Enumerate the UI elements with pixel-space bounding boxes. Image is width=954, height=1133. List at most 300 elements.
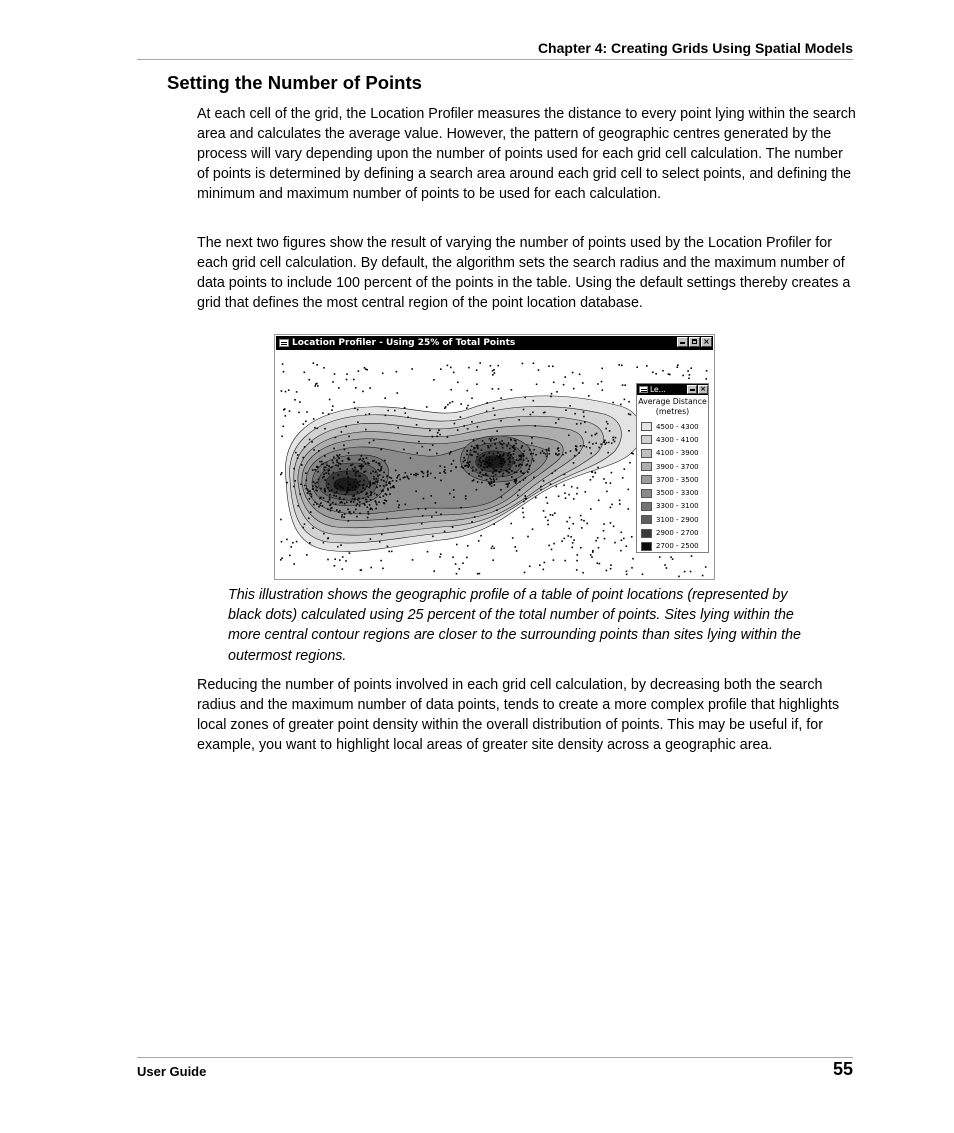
point-dot <box>281 436 283 438</box>
point-dot <box>288 389 290 391</box>
point-dot <box>422 471 424 473</box>
point-dot <box>436 512 438 514</box>
point-dot <box>583 520 585 522</box>
point-dot <box>561 540 563 542</box>
point-dot <box>453 489 455 491</box>
point-dot <box>590 479 592 481</box>
point-dot <box>366 369 368 371</box>
point-dot <box>508 482 510 484</box>
point-dot <box>468 466 470 468</box>
point-dot <box>427 474 429 476</box>
point-dot <box>501 463 503 465</box>
point-dot <box>392 480 394 482</box>
point-dot <box>429 430 431 432</box>
point-dot <box>621 532 623 534</box>
point-dot <box>334 373 336 375</box>
point-dot <box>481 469 483 471</box>
point-dot <box>499 441 501 443</box>
point-dot <box>370 567 372 569</box>
point-dot <box>496 478 498 480</box>
point-dot <box>619 503 621 505</box>
point-dot <box>513 453 515 455</box>
point-dot <box>509 457 511 459</box>
point-dot <box>348 511 350 513</box>
point-dot <box>548 545 550 547</box>
point-dot <box>340 463 342 465</box>
point-dot <box>444 531 446 533</box>
point-dot <box>678 576 680 578</box>
point-dot <box>376 494 378 496</box>
point-dot <box>341 514 343 516</box>
point-dot <box>545 453 547 455</box>
point-dot <box>367 517 369 519</box>
point-dot <box>565 452 567 454</box>
point-dot <box>630 414 632 416</box>
point-dot <box>316 482 318 484</box>
point-dot <box>366 457 368 459</box>
point-dot <box>323 469 325 471</box>
point-dot <box>598 547 600 549</box>
point-dot <box>483 467 485 469</box>
point-dot <box>346 379 348 381</box>
point-dot <box>606 421 608 423</box>
point-dot <box>286 482 288 484</box>
point-dot <box>670 556 672 558</box>
point-dot <box>467 545 469 547</box>
point-dot <box>367 511 369 513</box>
point-dot <box>385 415 387 417</box>
point-dot <box>490 445 492 447</box>
point-dot <box>313 418 315 420</box>
point-dot <box>590 554 592 556</box>
point-dot <box>554 512 556 514</box>
point-dot <box>324 490 326 492</box>
point-dot <box>376 486 378 488</box>
point-dot <box>501 466 503 468</box>
point-dot <box>403 477 405 479</box>
point-dot <box>405 472 407 474</box>
point-dot <box>528 460 530 462</box>
point-dot <box>410 457 412 459</box>
point-dot <box>510 454 512 456</box>
point-dot <box>513 450 515 452</box>
legend-heading-line2: (metres) <box>655 407 690 416</box>
legend-item <box>641 513 699 526</box>
point-dot <box>308 490 310 492</box>
point-dot <box>577 554 579 556</box>
point-dot <box>316 487 318 489</box>
point-dot <box>361 464 363 466</box>
point-dot <box>344 513 346 515</box>
point-dot <box>499 471 501 473</box>
point-dot <box>316 383 318 385</box>
legend-swatch <box>641 515 652 524</box>
point-dot <box>383 480 385 482</box>
point-dot <box>346 469 348 471</box>
point-dot <box>462 562 464 564</box>
point-dot <box>370 495 372 497</box>
point-dot <box>499 455 501 457</box>
point-dot <box>357 421 359 423</box>
point-dot <box>590 508 592 510</box>
point-dot <box>369 413 371 415</box>
point-dot <box>473 479 475 481</box>
point-dot <box>449 402 451 404</box>
point-dot <box>313 486 315 488</box>
point-dot <box>346 373 348 375</box>
point-dot <box>582 382 584 384</box>
point-dot <box>477 481 479 483</box>
point-dot <box>459 568 461 570</box>
point-dot <box>597 562 599 564</box>
legend-label: 3300 - 3100 <box>656 502 699 511</box>
legend-swatch <box>641 475 652 484</box>
window-titlebar <box>276 336 713 350</box>
point-dot <box>480 464 482 466</box>
point-dot <box>509 461 511 463</box>
point-dot <box>358 475 360 477</box>
point-dot <box>535 454 537 456</box>
point-dot <box>386 482 388 484</box>
legend-label: 4300 - 4100 <box>656 435 699 444</box>
point-dot <box>492 559 494 561</box>
point-dot <box>532 453 534 455</box>
point-dot <box>662 370 664 372</box>
point-dot <box>583 416 585 418</box>
point-dot <box>281 557 283 559</box>
point-dot <box>532 412 534 414</box>
point-dot <box>365 414 367 416</box>
point-dot <box>592 443 594 445</box>
point-dot <box>580 445 582 447</box>
point-dot <box>569 405 571 407</box>
point-dot <box>298 412 300 414</box>
point-dot <box>447 404 449 406</box>
point-dot <box>529 566 531 568</box>
point-dot <box>348 481 350 483</box>
point-dot <box>624 384 626 386</box>
point-dot <box>621 539 623 541</box>
point-dot <box>407 476 409 478</box>
point-dot <box>488 447 490 449</box>
point-dot <box>508 472 510 474</box>
point-dot <box>463 461 465 463</box>
point-dot <box>545 497 547 499</box>
point-dot <box>495 458 497 460</box>
point-dot <box>502 460 504 462</box>
point-dot <box>440 480 442 482</box>
point-dot <box>349 489 351 491</box>
point-dot <box>345 560 347 562</box>
point-dot <box>491 548 493 550</box>
legend-label: 3700 - 3500 <box>656 475 699 484</box>
point-dot <box>367 506 369 508</box>
point-dot <box>652 372 654 374</box>
point-dot <box>427 470 429 472</box>
point-dot <box>374 493 376 495</box>
point-dot <box>359 480 361 482</box>
point-dot <box>382 373 384 375</box>
point-dot <box>418 441 420 443</box>
point-dot <box>308 518 310 520</box>
point-dot <box>333 495 335 497</box>
point-dot <box>300 484 302 486</box>
point-dot <box>628 413 630 415</box>
point-dot <box>515 443 517 445</box>
point-dot <box>346 473 348 475</box>
point-dot <box>610 522 612 524</box>
point-dot <box>626 571 628 573</box>
point-dot <box>387 410 389 412</box>
point-dot <box>659 556 661 558</box>
point-dot <box>433 570 435 572</box>
close-icon[interactable]: × <box>701 337 712 347</box>
point-dot <box>508 453 510 455</box>
point-dot <box>519 489 521 491</box>
point-dot <box>415 475 417 477</box>
point-dot <box>480 535 482 537</box>
point-dot <box>473 447 475 449</box>
point-dot <box>540 486 542 488</box>
point-dot <box>421 523 423 525</box>
point-dot <box>622 384 624 386</box>
legend-window-title: Le... <box>650 385 666 394</box>
point-dot <box>366 501 368 503</box>
point-dot <box>332 381 334 383</box>
point-dot <box>363 458 365 460</box>
point-dot <box>375 508 377 510</box>
point-dot <box>506 445 508 447</box>
point-dot <box>607 452 609 454</box>
footer-title: User Guide <box>137 1064 207 1079</box>
chapter-header: Chapter 4: Creating Grids Using Spatial Models <box>537 40 853 56</box>
point-dot <box>341 431 343 433</box>
point-dot <box>339 510 341 512</box>
point-dot <box>478 540 480 542</box>
point-dot <box>432 445 434 447</box>
point-dot <box>493 369 495 371</box>
point-dot <box>431 516 433 518</box>
point-dot <box>386 494 388 496</box>
point-dot <box>333 457 335 459</box>
point-dot <box>332 405 334 407</box>
point-dot <box>614 441 616 443</box>
point-dot <box>422 446 424 448</box>
point-dot <box>332 460 334 462</box>
point-dot <box>464 460 466 462</box>
point-dot <box>321 461 323 463</box>
point-dot <box>386 484 388 486</box>
point-dot <box>536 384 538 386</box>
point-dot <box>563 384 565 386</box>
point-dot <box>491 485 493 487</box>
point-dot <box>603 523 605 525</box>
point-dot <box>366 492 368 494</box>
point-dot <box>282 363 284 365</box>
point-dot <box>363 503 365 505</box>
point-dot <box>440 514 442 516</box>
point-dot <box>439 434 441 436</box>
point-dot <box>328 473 330 475</box>
point-dot <box>504 461 506 463</box>
point-dot <box>362 460 364 462</box>
point-dot <box>339 497 341 499</box>
point-dot <box>598 500 600 502</box>
point-dot <box>553 559 555 561</box>
minimize-icon[interactable] <box>677 337 688 347</box>
point-dot <box>312 527 314 529</box>
point-dot <box>490 463 492 465</box>
point-dot <box>523 455 525 457</box>
point-dot <box>416 452 418 454</box>
point-dot <box>572 542 574 544</box>
point-dot <box>285 415 287 417</box>
point-dot <box>664 564 666 566</box>
point-dot <box>482 460 484 462</box>
legend-item <box>641 460 699 473</box>
point-dot <box>308 379 310 381</box>
point-dot <box>387 488 389 490</box>
point-dot <box>293 486 295 488</box>
point-dot <box>555 422 557 424</box>
point-dot <box>342 568 344 570</box>
legend-label: 3500 - 3300 <box>656 489 699 498</box>
point-dot <box>353 402 355 404</box>
point-dot <box>478 464 480 466</box>
legend-minimize-icon[interactable] <box>687 385 697 394</box>
point-dot <box>338 458 340 460</box>
point-dot <box>427 475 429 477</box>
point-dot <box>397 475 399 477</box>
point-dot <box>372 460 374 462</box>
point-dot <box>324 428 326 430</box>
point-dot <box>506 483 508 485</box>
point-dot <box>454 423 456 425</box>
point-dot <box>628 430 630 432</box>
point-dot <box>471 521 473 523</box>
point-dot <box>353 501 355 503</box>
point-dot <box>597 537 599 539</box>
point-dot <box>598 447 600 449</box>
point-dot <box>444 466 446 468</box>
point-dot <box>348 484 350 486</box>
point-dot <box>503 458 505 460</box>
point-dot <box>379 496 381 498</box>
point-dot <box>531 443 533 445</box>
point-dot <box>415 491 417 493</box>
point-dot <box>363 480 365 482</box>
point-dot <box>362 485 364 487</box>
point-dot <box>512 537 514 539</box>
legend-swatch <box>641 542 652 551</box>
point-dot <box>591 435 593 437</box>
point-dot <box>432 436 434 438</box>
point-dot <box>436 436 438 438</box>
point-dot <box>327 538 329 540</box>
point-dot <box>362 465 364 467</box>
point-dot <box>285 391 287 393</box>
point-dot <box>361 455 363 457</box>
point-dot <box>496 438 498 440</box>
point-dot <box>357 482 359 484</box>
point-dot <box>348 457 350 459</box>
point-dot <box>507 470 509 472</box>
point-dot <box>479 362 481 364</box>
point-dot <box>620 550 622 552</box>
point-dot <box>373 478 375 480</box>
point-dot <box>352 486 354 488</box>
point-dot <box>480 457 482 459</box>
point-dot <box>398 507 400 509</box>
point-dot <box>345 494 347 496</box>
point-dot <box>471 398 473 400</box>
point-dot <box>314 469 316 471</box>
legend-close-icon[interactable]: × <box>698 385 708 394</box>
point-dot <box>555 470 557 472</box>
point-dot <box>494 470 496 472</box>
point-dot <box>460 507 462 509</box>
point-dot <box>329 399 331 401</box>
point-dot <box>323 473 325 475</box>
point-dot <box>463 457 465 459</box>
point-dot <box>623 538 625 540</box>
point-dot <box>452 526 454 528</box>
point-dot <box>427 551 429 553</box>
point-dot <box>430 495 432 497</box>
point-dot <box>440 553 442 555</box>
point-dot <box>491 479 493 481</box>
footer-rule <box>137 1057 853 1058</box>
point-dot <box>440 368 442 370</box>
point-dot <box>626 545 628 547</box>
point-dot <box>689 374 691 376</box>
point-dot <box>307 492 309 494</box>
point-dot <box>532 528 534 530</box>
window-title: Location Profiler - Using 25% of Total Points <box>292 338 516 348</box>
point-dot <box>580 547 582 549</box>
point-dot <box>529 465 531 467</box>
point-dot <box>690 571 692 573</box>
point-dot <box>589 447 591 449</box>
point-dot <box>548 448 550 450</box>
point-dot <box>564 474 566 476</box>
point-dot <box>323 476 325 478</box>
point-dot <box>622 477 624 479</box>
point-dot <box>489 484 491 486</box>
point-dot <box>500 461 502 463</box>
point-dot <box>568 494 570 496</box>
point-dot <box>386 518 388 520</box>
point-dot <box>493 478 495 480</box>
point-dot <box>349 552 351 554</box>
point-dot <box>533 449 535 451</box>
point-dot <box>471 455 473 457</box>
point-dot <box>364 367 366 369</box>
point-dot <box>611 472 613 474</box>
point-dot <box>367 462 369 464</box>
point-dot <box>439 472 441 474</box>
point-dot <box>289 555 291 557</box>
point-dot <box>485 474 487 476</box>
point-dot <box>468 464 470 466</box>
point-dot <box>343 516 345 518</box>
point-dot <box>407 417 409 419</box>
point-dot <box>612 437 614 439</box>
point-dot <box>324 455 326 457</box>
maximize-icon[interactable] <box>689 337 700 347</box>
point-dot <box>495 474 497 476</box>
point-dot <box>430 473 432 475</box>
